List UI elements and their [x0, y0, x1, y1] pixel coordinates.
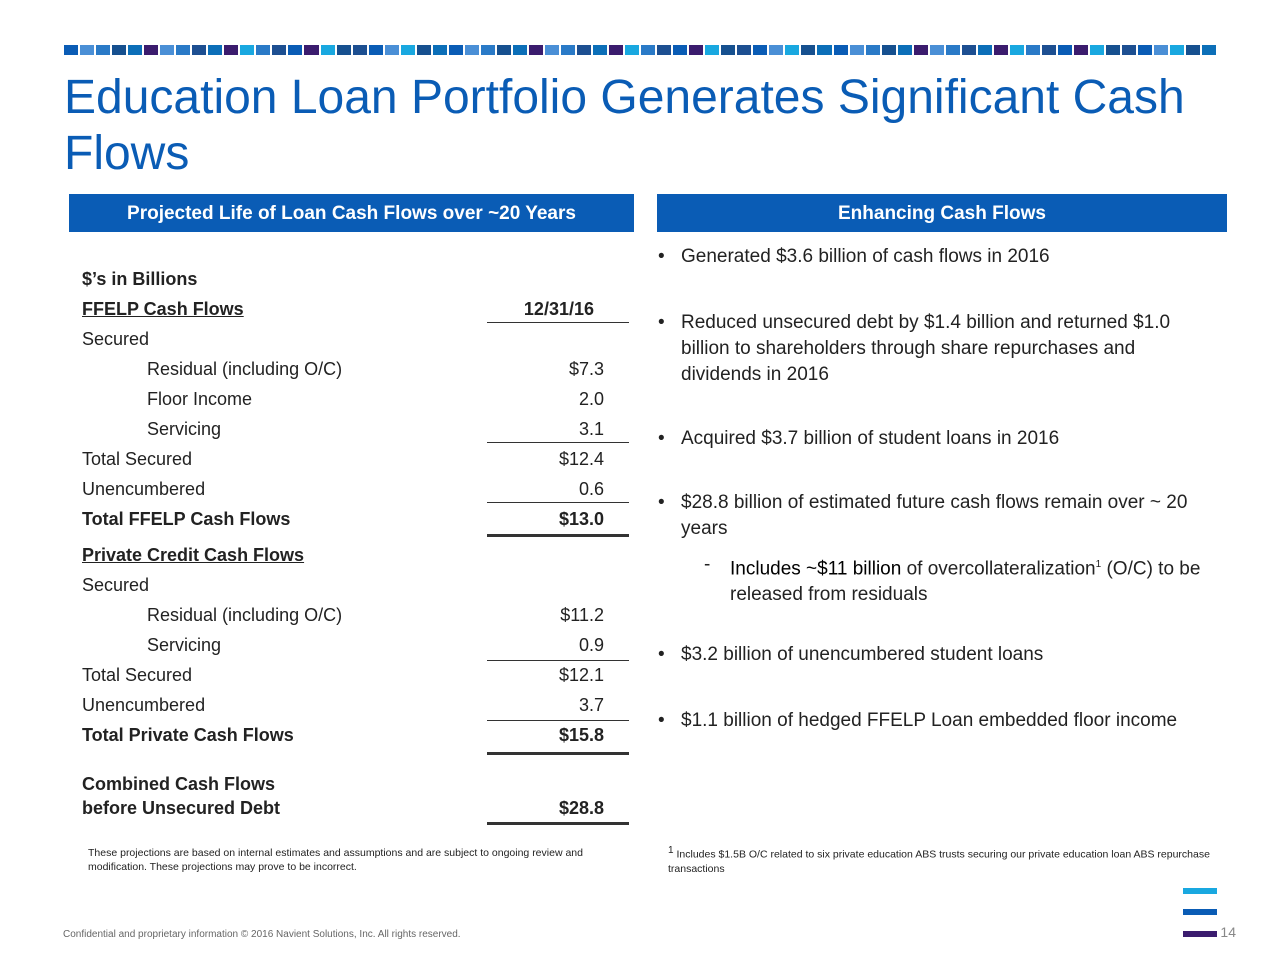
navient-logo-icon	[1183, 888, 1217, 938]
right-section-header: Enhancing Cash Flows	[657, 194, 1227, 232]
table-row: Secured	[82, 329, 150, 349]
table-row: Floor Income 2.0	[147, 389, 604, 409]
page-title: Education Loan Portfolio Generates Significant Cash Flows	[64, 71, 1185, 180]
header-rule	[487, 322, 629, 323]
table-row-total: Total FFELP Cash Flows $13.0	[82, 509, 604, 529]
table-row: Total Secured $12.4	[82, 449, 604, 469]
table-row: Secured	[82, 575, 150, 595]
total-rule	[487, 534, 629, 537]
private-heading-row: Private Credit Cash Flows	[82, 545, 305, 565]
top-decorative-bar	[64, 45, 1216, 55]
confidentiality-footer: Confidential and proprietary information © 2016 Navient Solutions, Inc. All rights reserved.	[63, 929, 461, 940]
table-row: Residual (including O/C) $11.2	[147, 605, 604, 625]
table-row: Unencumbered 3.7	[82, 695, 604, 715]
combined-row: before Unsecured Debt $28.8	[82, 798, 604, 818]
footnote: $^1$ Includes $1.5B O/C related to six private education ABS trusts securing our private education loan ABS repurchase transactions	[668, 845, 1210, 875]
date-column-header: 12/31/16	[523, 299, 594, 319]
table-row: Total Secured $12.1	[82, 665, 604, 685]
units-label: $’s in Billions	[82, 269, 198, 289]
subtotal-rule	[487, 502, 629, 503]
page-number: 14	[1220, 924, 1236, 940]
combined-label-row: Combined Cash Flows	[82, 774, 276, 794]
left-section-header: Projected Life of Loan Cash Flows over ~20 Years	[69, 194, 634, 232]
table-row: Servicing 3.1	[147, 419, 604, 439]
combined-rule	[487, 822, 629, 825]
cash-flow-table	[82, 264, 642, 820]
ffelp-heading-row: FFELP Cash Flows 12/31/16	[82, 294, 642, 324]
table-row: Unencumbered 0.6	[82, 479, 604, 499]
total-rule	[487, 752, 629, 755]
table-row-total: Total Private Cash Flows $15.8	[82, 725, 604, 745]
projection-disclaimer: These projections are based on internal estimates and assumptions and are subject to ongoing review and modification. These projections may prove to be incorrect.	[88, 847, 583, 873]
table-row: Residual (including O/C) $7.3	[147, 359, 604, 379]
table-row: Servicing 0.9	[147, 635, 604, 655]
subtotal-rule	[487, 442, 629, 443]
